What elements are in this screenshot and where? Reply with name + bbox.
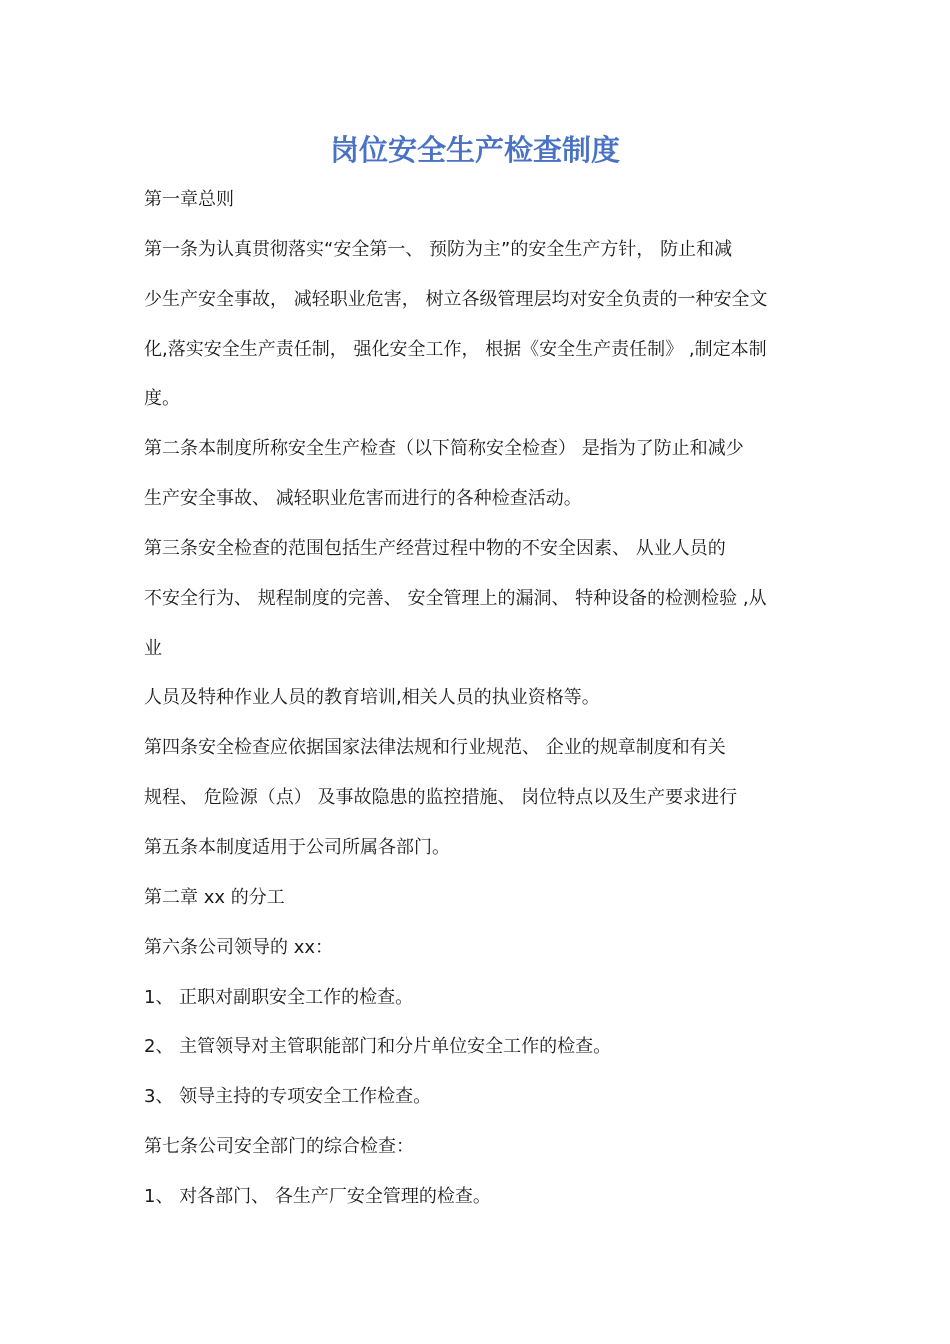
body-line: 业 [144,637,162,659]
body-line: 化,落实安全生产责任制， 强化安全工作， 根据《安全生产责任制》 ,制定本制 [144,338,767,360]
body-line: 第四条安全检查应依据国家法律法规和行业规范、 企业的规章制度和有关 [144,737,726,759]
body-line: 第三条安全检查的范围包括生产经营过程中物的不安全因素、 从业人员的 [144,537,726,559]
body-line: 1、 对各部门、 各生产厂安全管理的检查。 [144,1185,491,1207]
body-line: 第二章 xx 的分工 [144,886,285,908]
body-line: 少生产安全事故， 减轻职业危害， 树立各级管理层均对安全负责的一种安全文 [144,288,768,310]
document-title: 岗位安全生产检查制度 [329,133,620,167]
body-line: 第七条公司安全部门的综合检查： [144,1136,414,1158]
body-line: 2、 主管领导对主管职能部门和分片单位安全工作的检查。 [144,1036,612,1058]
body-line: 度。 [144,388,180,410]
body-line: 第二条本制度所称安全生产检查（以下简称安全检查） 是指为了防止和减少 [144,438,744,460]
body-line: 不安全行为、 规程制度的完善、 安全管理上的漏洞、 特种设备的检测检验 ,从 [144,587,767,609]
body-line: 第六条公司领导的 xx： [144,936,334,958]
body-line: 3、 领导主持的专项安全工作检查。 [144,1086,432,1108]
body-line: 规程、 危险源（点） 及事故隐患的监控措施、 岗位特点以及生产要求进行 [144,787,738,809]
body-line: 第五条本制度适用于公司所属各部门。 [144,836,450,858]
body-line: 第一条为认真贯彻落实“安全第一、 预防为主”的安全生产方针， 防止和减 [144,238,733,260]
body-line: 第一章总则 [144,189,234,210]
body-line: 生产安全事故、 减轻职业危害而进行的各种检查活动。 [144,488,582,510]
document-body [144,178,824,1225]
body-line: 1、 正职对副职安全工作的检查。 [144,986,414,1008]
body-line: 人员及特种作业人员的教育培训,相关人员的执业资格等。 [144,687,600,709]
